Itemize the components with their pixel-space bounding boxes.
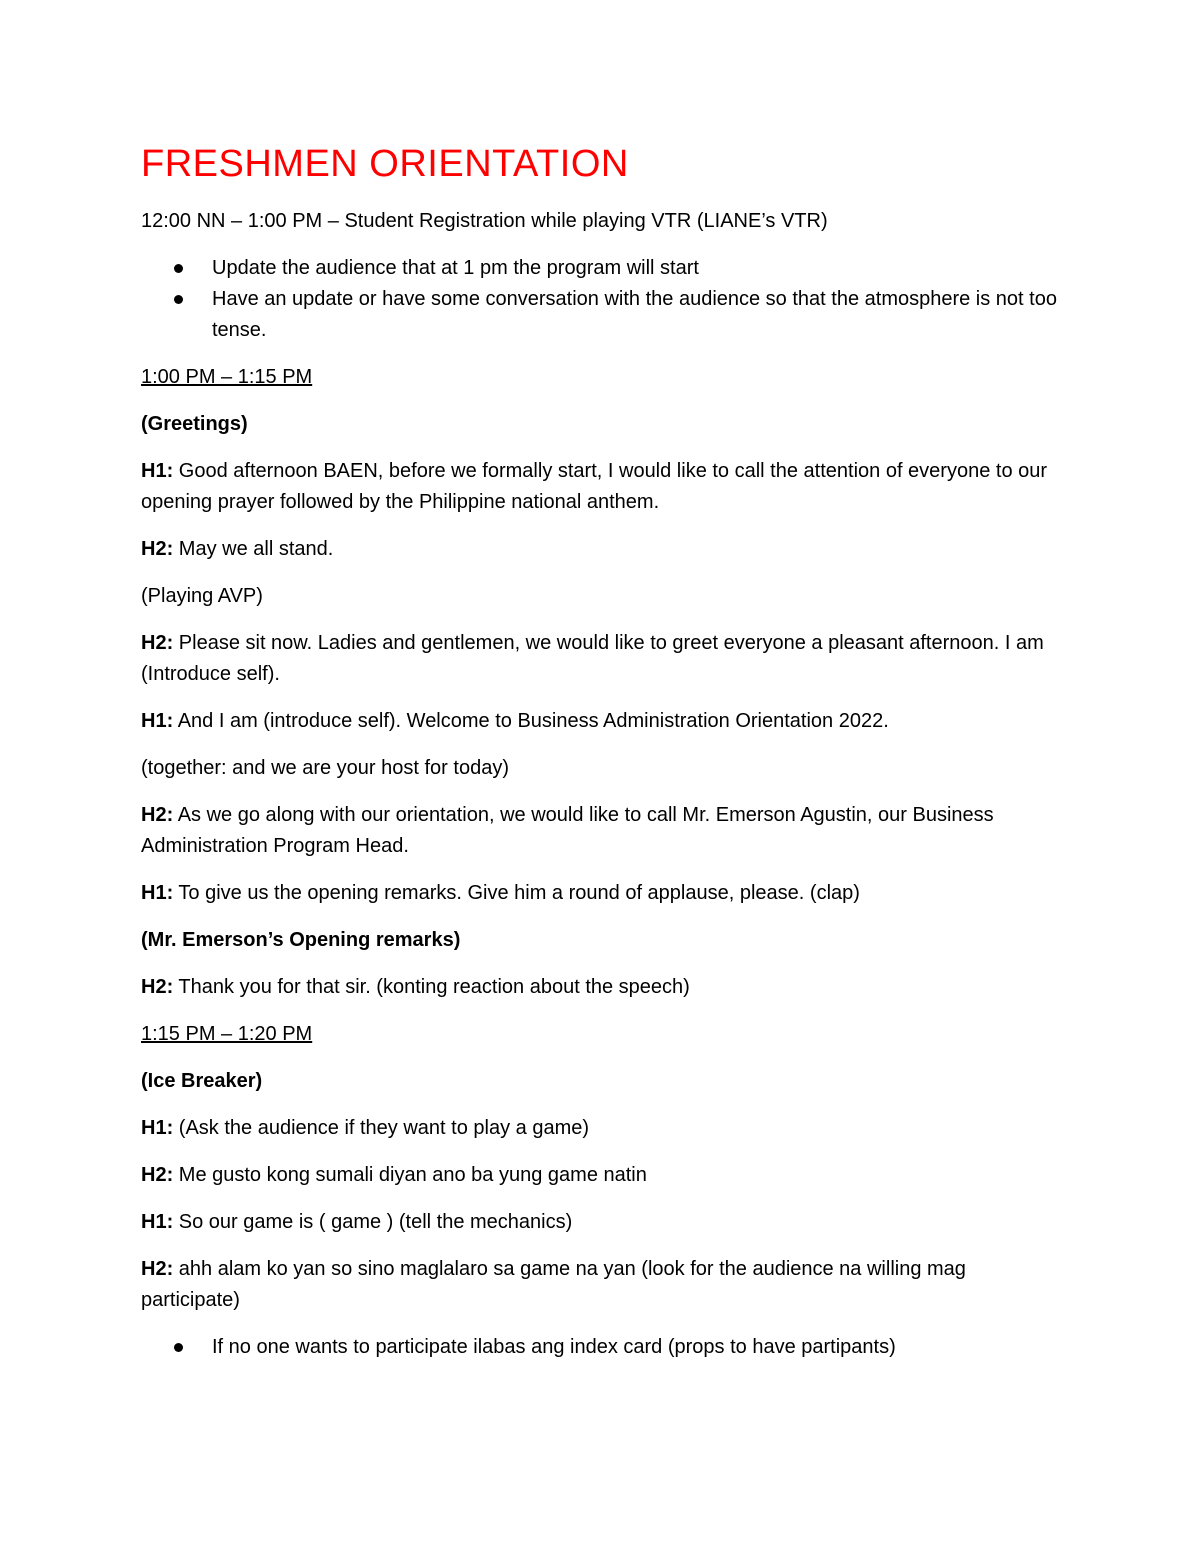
script-text: So our game is ( game ) (tell the mechanics) xyxy=(173,1211,573,1233)
speaker-label: H1: xyxy=(141,1211,174,1233)
registration-line: 12:00 NN – 1:00 PM – Student Registration while playing VTR (LIANE’s VTR) xyxy=(141,210,828,232)
bullet-text: If no one wants to participate ilabas ang index card (props to have partipants) xyxy=(212,1336,896,1358)
bullet-text: Update the audience that at 1 pm the program will start xyxy=(212,257,699,279)
speaker-label: H2: xyxy=(141,538,174,560)
bullet-text: Have an update or have some conversation with the audience so that the atmosphere is not too tense. xyxy=(212,288,1057,341)
script-line xyxy=(141,972,1061,1003)
script-line xyxy=(141,1113,1061,1144)
script-text: To give us the opening remarks. Give him a round of applause, please. (clap) xyxy=(173,882,860,904)
script-text: (Ask the audience if they want to play a game) xyxy=(173,1117,590,1139)
bullet-item xyxy=(141,253,1061,284)
stage-direction: (Playing AVP) xyxy=(141,585,263,607)
bullet-icon xyxy=(174,1343,183,1352)
stage-direction: (together: and we are your host for today) xyxy=(141,757,509,779)
time-heading-1: 1:00 PM – 1:15 PM xyxy=(141,366,313,388)
section-opening-remarks: (Mr. Emerson’s Opening remarks) xyxy=(141,929,461,951)
script-text: Good afternoon BAEN, before we formally start, I would like to call the attention of everyone to our opening prayer followed by the Philippine national anthem. xyxy=(141,460,1048,513)
time-heading-2: 1:15 PM – 1:20 PM xyxy=(141,1023,313,1045)
speaker-label: H2: xyxy=(141,804,174,826)
script-text: Thank you for that sir. (konting reaction about the speech) xyxy=(173,976,690,998)
script-line xyxy=(141,1207,1061,1238)
registration-bullet-list xyxy=(141,253,1061,346)
speaker-label: H2: xyxy=(141,632,174,654)
script-text: Please sit now. Ladies and gentlemen, we would like to greet everyone a pleasant afternoon. I am (Introduce self). xyxy=(141,632,1044,685)
document-body xyxy=(141,138,1061,1379)
bullet-item xyxy=(141,284,1061,346)
speaker-label: H1: xyxy=(141,710,174,732)
script-line xyxy=(141,878,1061,909)
script-text: As we go along with our orientation, we would like to call Mr. Emerson Agustin, our Business Administration Program Head. xyxy=(141,804,994,857)
script-line xyxy=(141,456,1061,518)
script-line xyxy=(141,1160,1061,1191)
bullet-icon xyxy=(174,264,183,273)
speaker-label: H2: xyxy=(141,976,174,998)
speaker-label: H2: xyxy=(141,1164,174,1186)
speaker-label: H1: xyxy=(141,882,174,904)
participation-bullet-list xyxy=(141,1332,1061,1363)
script-line xyxy=(141,800,1061,862)
script-text: Me gusto kong sumali diyan ano ba yung game natin xyxy=(173,1164,647,1186)
script-line xyxy=(141,534,1061,565)
speaker-label: H1: xyxy=(141,1117,174,1139)
section-greetings: (Greetings) xyxy=(141,413,248,435)
script-text: And I am (introduce self). Welcome to Business Administration Orientation 2022. xyxy=(173,710,889,732)
script-text: ahh alam ko yan so sino maglalaro sa game na yan (look for the audience na willing mag participate) xyxy=(141,1258,966,1311)
section-ice-breaker: (Ice Breaker) xyxy=(141,1070,263,1092)
speaker-label: H1: xyxy=(141,460,174,482)
script-line xyxy=(141,706,1061,737)
script-line xyxy=(141,628,1061,690)
speaker-label: H2: xyxy=(141,1258,174,1280)
bullet-icon xyxy=(174,295,183,304)
bullet-item xyxy=(141,1332,1061,1363)
script-line xyxy=(141,1254,1061,1316)
document-title: FRESHMEN ORIENTATION xyxy=(141,143,629,185)
script-text: May we all stand. xyxy=(173,538,334,560)
